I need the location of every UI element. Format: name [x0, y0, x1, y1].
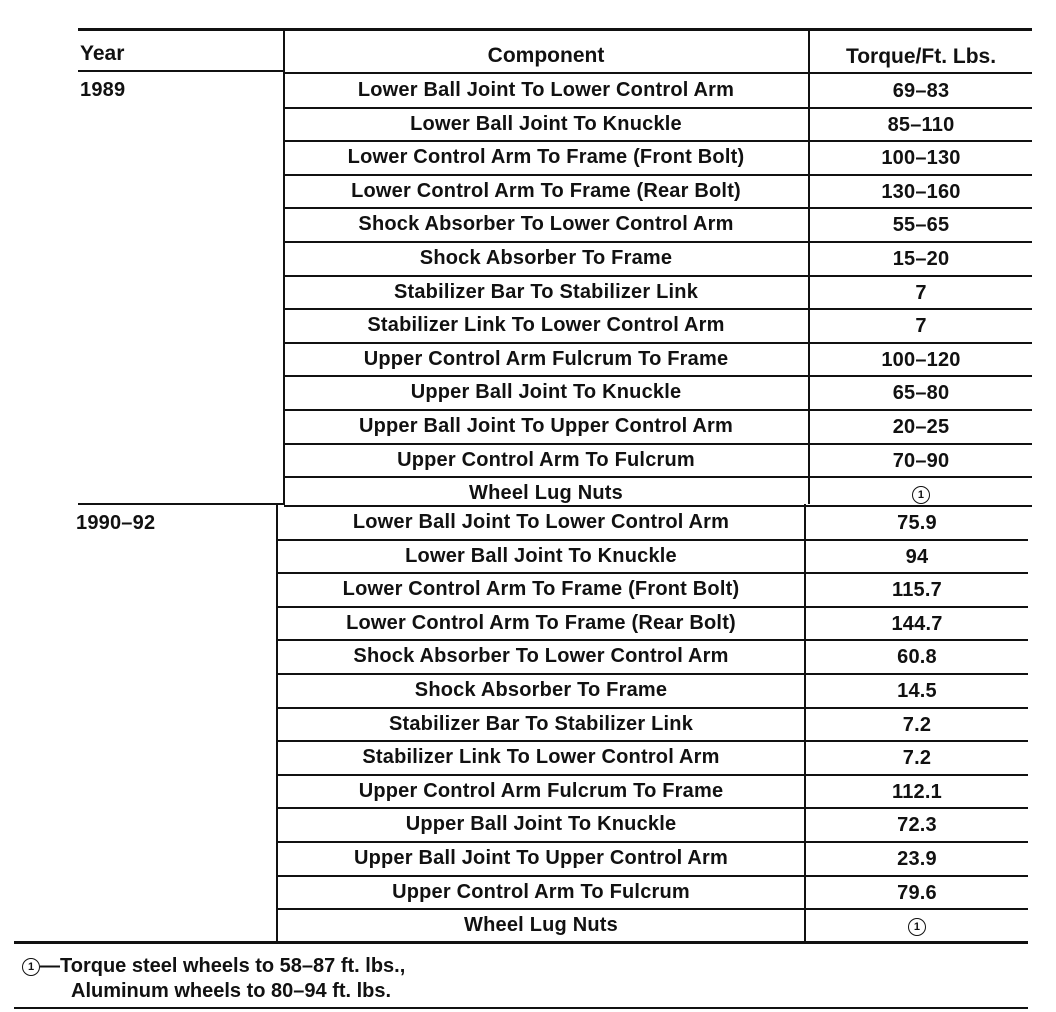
header-rule-left — [78, 70, 284, 72]
torque-cell: 75.9 — [897, 512, 937, 534]
row-divider — [284, 505, 1032, 507]
note-marker-icon: 1 — [912, 486, 930, 504]
row-divider — [284, 375, 1032, 377]
torque-cell: 15–20 — [892, 248, 950, 270]
footnote-marker-icon: 1 — [22, 958, 40, 976]
note-marker-icon: 1 — [908, 918, 926, 936]
torque-cell: 100–130 — [881, 147, 961, 170]
year-label: 1990–92 — [76, 512, 156, 534]
component-cell: Stabilizer Link To Lower Control Arm — [367, 314, 725, 337]
torque-cell: 85–110 — [887, 113, 955, 136]
component-cell: Shock Absorber To Frame — [419, 247, 673, 269]
component-cell: Stabilizer Link To Lower Control Arm — [362, 746, 720, 769]
footnote-line-2 — [71, 979, 391, 1003]
header-year: Year — [80, 42, 125, 65]
component-cell: Lower Control Arm To Frame (Rear Bolt) — [346, 611, 736, 634]
header-rule-right — [284, 72, 1032, 74]
group-divider — [78, 503, 285, 505]
torque-cell: 144.7 — [891, 612, 943, 635]
component-cell: Lower Ball Joint To Knuckle — [405, 544, 677, 567]
torque-cell: 100–120 — [881, 348, 961, 371]
torque-cell: 7 — [915, 281, 927, 304]
component-cell: Lower Control Arm To Frame (Front Bolt) — [342, 578, 740, 601]
torque-cell: 79.6 — [897, 881, 937, 904]
torque-cell — [806, 916, 1028, 936]
torque-cell: 7.2 — [902, 747, 932, 770]
torque-cell: 69–83 — [892, 80, 950, 102]
table-top-rule — [78, 28, 1032, 31]
torque-cell: 112.1 — [892, 780, 942, 803]
torque-cell: 14.5 — [897, 680, 937, 702]
torque-cell — [810, 484, 1032, 504]
row-divider — [278, 707, 1028, 709]
component-cell: Stabilizer Bar To Stabilizer Link — [388, 712, 694, 735]
row-divider — [278, 807, 1028, 809]
torque-cell: 72.3 — [897, 814, 937, 837]
footnote-text-1: —Torque steel wheels to 58–87 ft. lbs., — [40, 955, 406, 977]
row-divider — [278, 572, 1028, 574]
row-divider — [278, 875, 1028, 877]
row-divider — [278, 673, 1028, 675]
row-divider — [284, 409, 1032, 411]
component-cell: Upper Ball Joint To Knuckle — [405, 813, 677, 836]
torque-cell: 7.2 — [902, 713, 932, 736]
header-torque: Torque/Ft. Lbs. — [845, 45, 997, 68]
table-bottom-rule — [14, 941, 1028, 944]
row-divider — [284, 107, 1032, 109]
row-divider — [284, 308, 1032, 310]
row-divider — [278, 841, 1028, 843]
row-divider — [284, 443, 1032, 445]
torque-cell: 70–90 — [892, 449, 950, 472]
footnote-line-1 — [22, 954, 405, 978]
component-cell: Upper Ball Joint To Knuckle — [410, 381, 682, 404]
component-cell: Lower Control Arm To Frame (Rear Bolt) — [351, 179, 741, 202]
row-divider — [284, 342, 1032, 344]
row-divider — [284, 207, 1032, 209]
year-label: 1989 — [80, 79, 126, 101]
component-cell: Shock Absorber To Lower Control Arm — [358, 213, 734, 236]
torque-cell: 130–160 — [881, 180, 961, 203]
row-divider — [284, 476, 1032, 478]
row-divider — [278, 606, 1028, 608]
row-divider — [284, 140, 1032, 142]
component-cell: Upper Control Arm Fulcrum To Frame — [363, 347, 729, 370]
row-divider — [284, 174, 1032, 176]
component-cell: Lower Ball Joint To Lower Control Arm — [357, 79, 735, 101]
header-component: Component — [487, 44, 605, 67]
row-divider — [278, 908, 1028, 910]
row-divider — [278, 740, 1028, 742]
component-cell: Wheel Lug Nuts — [469, 482, 623, 505]
component-cell: Lower Ball Joint To Knuckle — [410, 112, 682, 135]
component-cell: Upper Control Arm Fulcrum To Frame — [358, 779, 724, 802]
component-cell: Shock Absorber To Frame — [414, 679, 668, 701]
row-divider — [284, 275, 1032, 277]
row-divider — [278, 639, 1028, 641]
row-divider — [278, 539, 1028, 541]
component-cell: Lower Ball Joint To Lower Control Arm — [352, 511, 730, 533]
component-cell: Lower Control Arm To Frame (Front Bolt) — [347, 146, 745, 169]
footnote-bottom-rule — [14, 1007, 1028, 1009]
row-divider — [284, 241, 1032, 243]
component-cell: Upper Control Arm To Fulcrum — [392, 880, 690, 903]
footnote-text-2: Aluminum wheels to 80–94 ft. lbs. — [71, 980, 392, 1002]
component-cell: Shock Absorber To Lower Control Arm — [353, 645, 729, 668]
row-divider — [278, 774, 1028, 776]
torque-cell: 23.9 — [897, 848, 937, 870]
component-cell: Upper Ball Joint To Upper Control Arm — [358, 415, 734, 437]
component-cell: Upper Control Arm To Fulcrum — [397, 448, 695, 471]
torque-cell: 60.8 — [897, 646, 937, 669]
torque-cell: 65–80 — [892, 382, 950, 405]
component-cell: Stabilizer Bar To Stabilizer Link — [393, 280, 699, 303]
torque-cell: 94 — [905, 545, 929, 568]
torque-cell: 20–25 — [892, 416, 950, 438]
component-cell: Upper Ball Joint To Upper Control Arm — [353, 847, 729, 869]
component-cell: Wheel Lug Nuts — [464, 914, 618, 937]
torque-cell: 115.7 — [892, 579, 942, 602]
torque-cell: 55–65 — [892, 214, 950, 237]
torque-cell: 7 — [915, 315, 927, 338]
